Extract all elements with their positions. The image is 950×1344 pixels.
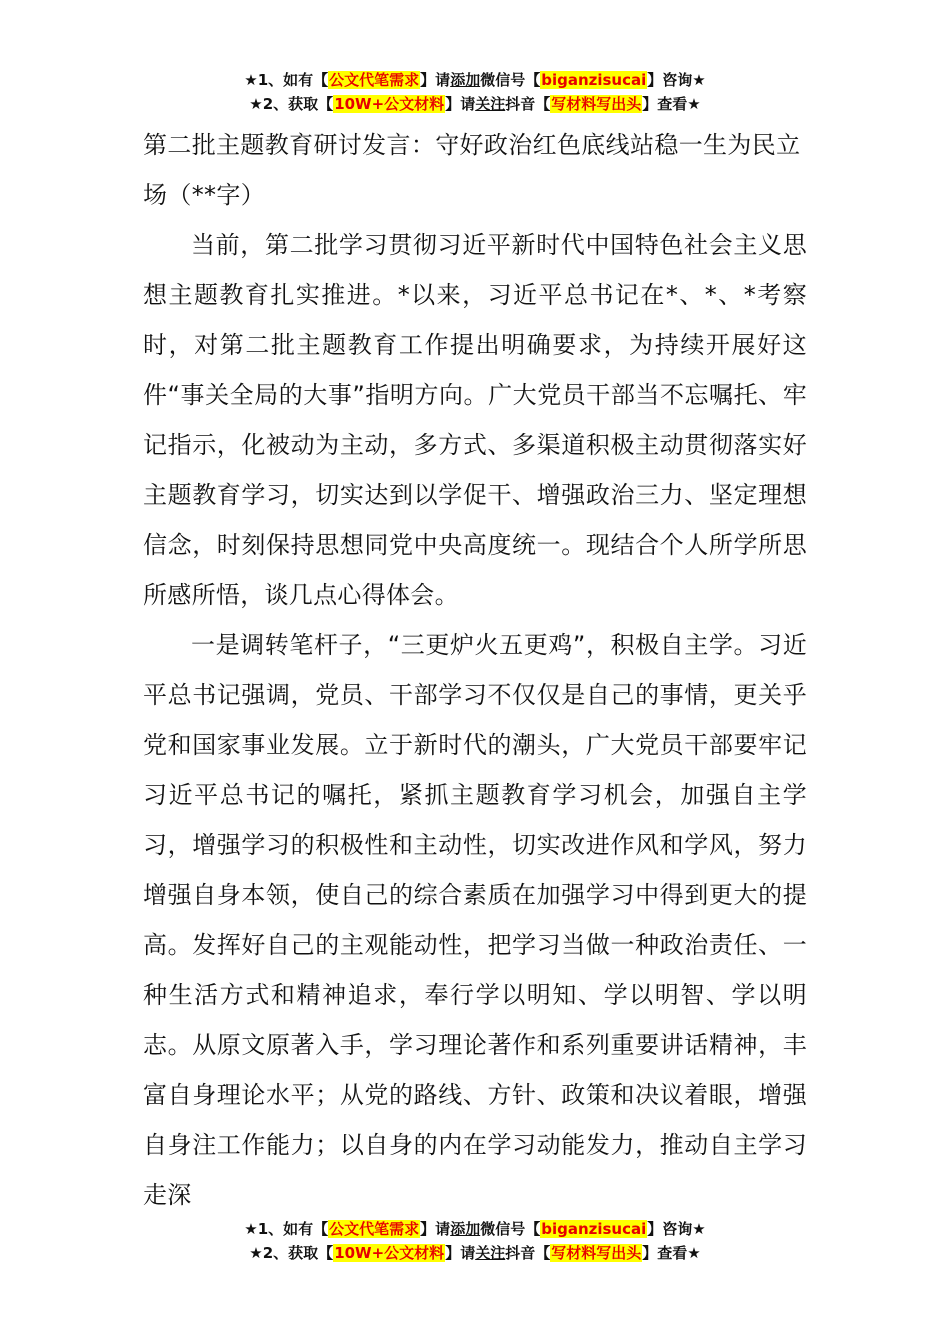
header-banner xyxy=(0,68,950,116)
banner-line-1 xyxy=(0,68,950,92)
banner-text: 】咨询★ xyxy=(647,1220,706,1238)
banner-text: ★1、如有【 xyxy=(244,71,329,89)
document-body xyxy=(143,120,807,1220)
banner-underlined-text: 添加 xyxy=(450,71,481,89)
banner-text: 】请 xyxy=(445,95,476,113)
banner-highlight: 公文代笔需求 xyxy=(329,71,420,89)
banner-text: ★1、如有【 xyxy=(244,1220,329,1238)
banner-underlined-text: 关注 xyxy=(475,95,506,113)
banner-line-2 xyxy=(0,92,950,116)
banner-text: 】请 xyxy=(420,71,451,89)
banner-text: 】请 xyxy=(445,1244,476,1262)
banner-text: 】请 xyxy=(420,1220,451,1238)
banner-text: ★2、获取【 xyxy=(249,1244,334,1262)
banner-text: 抖音【 xyxy=(505,95,551,113)
banner-highlight: 公文代笔需求 xyxy=(329,1220,420,1238)
banner-text: 】查看★ xyxy=(642,1244,701,1262)
banner-highlight: 写材料写出头 xyxy=(551,1244,642,1262)
banner-highlight: 写材料写出头 xyxy=(551,95,642,113)
banner-text: 】查看★ xyxy=(642,95,701,113)
banner-highlight: biganzisucai xyxy=(541,1220,647,1238)
banner-text: 微信号【 xyxy=(480,1220,541,1238)
banner-text: 】咨询★ xyxy=(647,71,706,89)
banner-highlight: biganzisucai xyxy=(541,71,647,89)
banner-underlined-text: 添加 xyxy=(450,1220,481,1238)
banner-text: 微信号【 xyxy=(480,71,541,89)
footer-banner xyxy=(0,1217,950,1265)
paragraph: 当前，第二批学习贯彻习近平新时代中国特色社会主义思想主题教育扎实推进。*以来，习近平总书记在*、*、*考察时，对第二批主题教育工作提出明确要求，为持续开展好这件“事关全局的大事”指明方向。广大党员干部当不忘嘱托、牢记指示，化被动为主动，多方式、多渠道积极主动贯彻落实好主题教育学习，切实达到以学促干、增强政治三力、坚定理想信念，时刻保持思想同党中央高度统一。现结合个人所学所思所感所悟，谈几点心得体会。 xyxy=(143,231,807,609)
banner-text: ★2、获取【 xyxy=(249,95,334,113)
paragraph: 一是调转笔杆子，“三更炉火五更鸡”，积极自主学。习近平总书记强调，党员、干部学习不仅仅是自己的事情，更关乎党和国家事业发展。立于新时代的潮头，广大党员干部要牢记习近平总书记的嘱托，紧抓主题教育学习机会，加强自主学习，增强学习的积极性和主动性，切实改进作风和学风，努力增强自身本领，使自己的综合素质在加强学习中得到更大的提高。发挥好自己的主观能动性，把学习当做一种政治责任、一种生活方式和精神追求，奉行学以明知、学以明智、学以明志。从原文原著入手，学习理论著作和系列重要讲话精神，丰富自身理论水平；从党的路线、方针、政策和决议着眼，增强自身注工作能力；以自身的内在学习动能发力，推动自主学习走深 xyxy=(143,631,807,1209)
banner-line-2 xyxy=(0,1241,950,1265)
document-title: 第二批主题教育研讨发言：守好政治红色底线站稳一生为民立场（**字） xyxy=(143,131,801,209)
banner-highlight: 10W+公文材料 xyxy=(334,1244,445,1262)
banner-underlined-text: 关注 xyxy=(475,1244,506,1262)
banner-text: 抖音【 xyxy=(505,1244,551,1262)
banner-line-1 xyxy=(0,1217,950,1241)
banner-highlight: 10W+公文材料 xyxy=(334,95,445,113)
